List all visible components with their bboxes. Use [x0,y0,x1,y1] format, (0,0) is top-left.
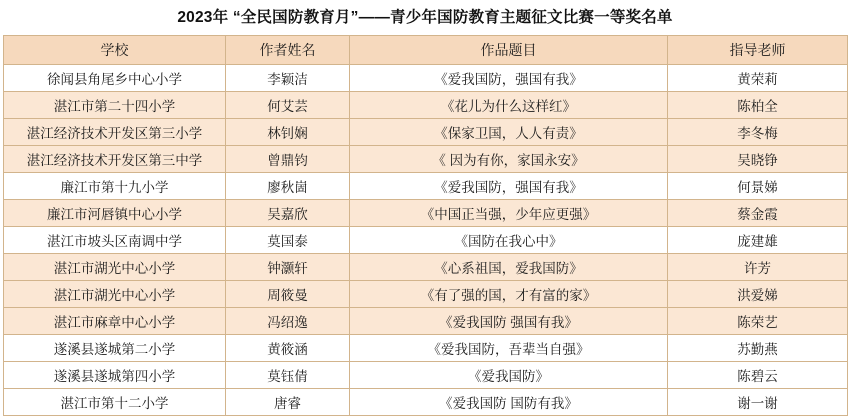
cell-work: 《 因为有你，家国永安》 [350,146,668,173]
cell-teacher: 陈荣艺 [668,308,848,335]
cell-teacher: 吴晓铮 [668,146,848,173]
table-row [4,65,848,92]
cell-work: 《爱我国防 强国有我》 [350,308,668,335]
cell-work: 《爱我国防，强国有我》 [350,173,668,200]
table-row [4,389,848,416]
cell-teacher: 黄荣莉 [668,65,848,92]
cell-teacher: 许芳 [668,254,848,281]
cell-school: 廉江市河唇镇中心小学 [4,200,226,227]
table-row [4,227,848,254]
cell-author: 林钊娴 [226,119,350,146]
table-body [4,65,848,416]
table-row [4,200,848,227]
cell-school: 湛江市坡头区南调中学 [4,227,226,254]
table-row [4,308,848,335]
column-header-work: 作品题目 [350,36,668,65]
cell-author: 钟灏轩 [226,254,350,281]
table-row [4,119,848,146]
cell-author: 吴嘉欣 [226,200,350,227]
table-row [4,254,848,281]
cell-author: 李颖洁 [226,65,350,92]
cell-author: 唐睿 [226,389,350,416]
cell-teacher: 谢一谢 [668,389,848,416]
cell-teacher: 蔡金霞 [668,200,848,227]
table-row [4,281,848,308]
cell-work: 《爱我国防》 [350,362,668,389]
cell-work: 《爱我国防，强国有我》 [350,65,668,92]
cell-school: 遂溪县遂城第二小学 [4,335,226,362]
cell-work: 《保家卫国，人人有责》 [350,119,668,146]
cell-author: 何艾芸 [226,92,350,119]
cell-work: 《国防在我心中》 [350,227,668,254]
cell-teacher: 何景娣 [668,173,848,200]
column-header-author: 作者姓名 [226,36,350,65]
cell-school: 湛江经济技术开发区第三中学 [4,146,226,173]
column-header-school: 学校 [4,36,226,65]
table-header-row [4,36,848,65]
table-row [4,335,848,362]
cell-author: 黄筱涵 [226,335,350,362]
cell-school: 廉江市第十九小学 [4,173,226,200]
cell-school: 湛江市湖光中心小学 [4,281,226,308]
cell-school: 遂溪县遂城第四小学 [4,362,226,389]
cell-author: 周筱曼 [226,281,350,308]
cell-teacher: 陈碧云 [668,362,848,389]
cell-author: 廖秋崮 [226,173,350,200]
cell-author: 莫国泰 [226,227,350,254]
cell-teacher: 苏勤燕 [668,335,848,362]
table-row [4,92,848,119]
award-list-table [3,35,848,416]
cell-school: 湛江经济技术开发区第三小学 [4,119,226,146]
cell-school: 湛江市第二十四小学 [4,92,226,119]
cell-work: 《爱我国防 国防有我》 [350,389,668,416]
cell-author: 莫钰倩 [226,362,350,389]
cell-school: 徐闻县角尾乡中心小学 [4,65,226,92]
cell-teacher: 李冬梅 [668,119,848,146]
table-row [4,362,848,389]
cell-author: 曾鼎钧 [226,146,350,173]
cell-work: 《有了强的国，才有富的家》 [350,281,668,308]
column-header-teacher: 指导老师 [668,36,848,65]
cell-teacher: 陈柏全 [668,92,848,119]
cell-school: 湛江市湖光中心小学 [4,254,226,281]
table-row [4,146,848,173]
table-row [4,173,848,200]
cell-school: 湛江市麻章中心小学 [4,308,226,335]
cell-work: 《中国正当强，少年应更强》 [350,200,668,227]
cell-work: 《爱我国防，吾辈当自强》 [350,335,668,362]
cell-work: 《花儿为什么这样红》 [350,92,668,119]
cell-school: 湛江市第十二小学 [4,389,226,416]
cell-teacher: 洪爱娣 [668,281,848,308]
cell-teacher: 庞建雄 [668,227,848,254]
cell-work: 《心系祖国，爱我国防》 [350,254,668,281]
page-title: 2023年 “全民国防教育月”——青少年国防教育主题征文比赛一等奖名单 [177,9,673,26]
cell-author: 冯绍逸 [226,308,350,335]
